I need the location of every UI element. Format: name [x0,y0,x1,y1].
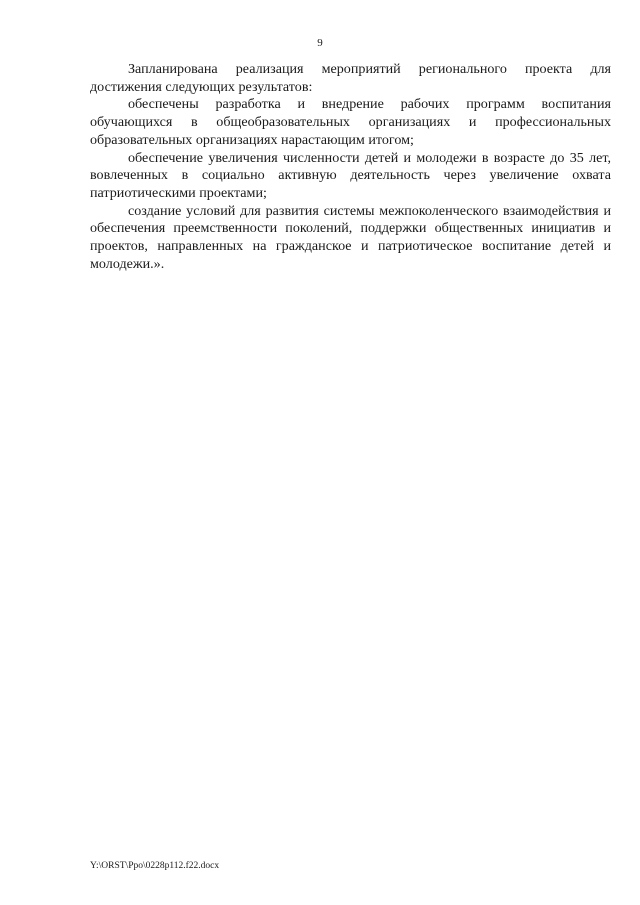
paragraph-planned-implementation: Запланирована реализация мероприятий регионального проекта для достижения следующих результатов: [90,61,611,95]
paragraph-education-programs: обеспечены разработка и внедрение рабочих программ воспитания обучающихся в общеобразовательных организациях и профессиональных образовательных организациях нарастающим итогом; [90,96,611,148]
document-body [90,61,611,273]
paragraph-youth-engagement: обеспечение увеличения численности детей и молодежи в возрасте до 35 лет, вовлеченных в социально активную деятельность через увеличение охвата патриотическими проектами; [90,149,611,201]
footer-file-path: Y:\ORST\Ppo\0228p112.f22.docx [90,861,220,871]
paragraph-intergenerational-interaction: создание условий для развития системы межпоколенческого взаимодействия и обеспечения преемственности поколений, поддержки общественных инициатив и проектов, направленных на гражданское и патриотическое воспитание детей и молодежи.». [90,202,611,272]
page-number: 9 [317,37,323,49]
